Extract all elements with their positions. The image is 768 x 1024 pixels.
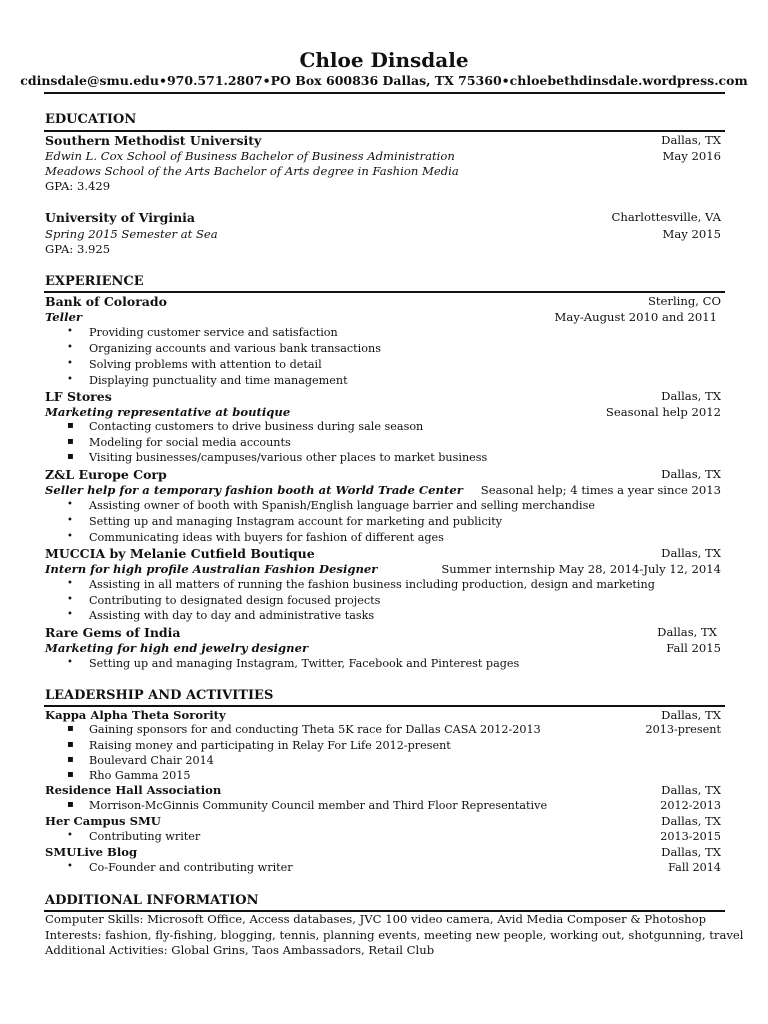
job-org: LF Stores <box>45 389 112 404</box>
job-role-row <box>45 405 721 421</box>
bullet-marker: ▪ <box>67 451 74 462</box>
activity-date: 2013-present <box>645 723 721 736</box>
activity-org-row <box>45 845 721 861</box>
activity-date: 2013-2015 <box>660 830 721 843</box>
job-org: Z&L Europe Corp <box>45 467 167 482</box>
job-role: Teller <box>45 310 82 324</box>
bullet-text: Assisting with day to day and administrative tasks <box>89 609 375 622</box>
job-location: Dallas, TX <box>661 546 721 560</box>
list-item <box>67 451 727 467</box>
bullet-marker: • <box>67 342 73 353</box>
bullet-text: Providing customer service and satisfaction <box>89 326 338 339</box>
job-location: Dallas, TX <box>661 467 721 481</box>
job-role: Marketing representative at boutique <box>45 405 291 419</box>
activity-location: Dallas, TX <box>661 845 721 859</box>
bullet-marker: ▪ <box>67 723 74 734</box>
activity-date: 2012-2013 <box>660 799 721 812</box>
activity-location: Dallas, TX <box>661 708 721 722</box>
job-role-row <box>45 483 721 499</box>
job-org-row <box>45 294 721 310</box>
bullet-text: Morrison-McGinnis Community Council member and Third Floor Representative <box>89 799 548 812</box>
bullet-text: Co-Founder and contributing writer <box>89 861 293 874</box>
job-date: Seasonal help; 4 times a year since 2013 <box>480 483 721 497</box>
bullet-text: Assisting owner of booth with Spanish/English language barrier and selling merchandise <box>89 499 595 512</box>
edu-smu-gpa-row <box>45 179 721 195</box>
section-divider <box>44 130 725 132</box>
list-item <box>67 657 727 673</box>
bullet-marker: • <box>67 830 73 841</box>
list-item <box>67 342 727 358</box>
list-item <box>67 754 727 770</box>
bullet-text: Setting up and managing Instagram, Twitter, Facebook and Pinterest pages <box>89 657 520 670</box>
job-role: Intern for high profile Australian Fashion Designer <box>45 562 378 576</box>
list-item <box>67 326 727 342</box>
list-item <box>67 578 727 594</box>
program-date: May 2015 <box>662 227 721 241</box>
bullet-marker: ▪ <box>67 769 74 780</box>
gpa-text: GPA: 3.429 <box>45 179 111 193</box>
contact-line: cdinsdale@smu.edu•970.571.2807•PO Box 600836 Dallas, TX 75360•chloebethdinsdale.wordpress.com <box>20 73 748 88</box>
bullet-text: Contacting customers to drive business during sale season <box>89 420 424 433</box>
list-item <box>67 609 727 625</box>
activity-org: Her Campus SMU <box>45 814 161 828</box>
job-role-row <box>45 562 721 578</box>
bullet-text: Communicating ideas with buyers for fashion of different ages <box>89 531 444 544</box>
edu-smu-program2-row <box>45 164 721 180</box>
activity-location: Dallas, TX <box>661 814 721 828</box>
job-date: Seasonal help 2012 <box>605 405 721 419</box>
edu-smu-program-row <box>45 149 721 165</box>
additional-activities: Additional Activities: Global Grins, Taos Ambassadors, Retail Club <box>45 943 435 957</box>
program-text: Spring 2015 Semester at Sea <box>45 227 218 241</box>
job-role-row <box>45 310 721 326</box>
bullet-text: Displaying punctuality and time management <box>89 374 348 387</box>
bullet-marker: ▪ <box>67 739 74 750</box>
job-date: Fall 2015 <box>666 641 721 655</box>
bullet-marker: • <box>67 531 73 542</box>
program-text: Edwin L. Cox School of Business Bachelor of Business Administration <box>45 149 455 163</box>
bullet-text: Raising money and participating in Relay For Life 2012-present <box>89 739 451 752</box>
job-role-row <box>45 641 721 657</box>
bullet-text: Modeling for social media accounts <box>89 436 291 449</box>
bullet-marker: ▪ <box>67 754 74 765</box>
job-date: Summer internship May 28, 2014-July 12, 2014 <box>441 562 721 576</box>
edu-uva-gpa-row <box>45 242 721 258</box>
bullet-marker: • <box>67 861 73 872</box>
list-item <box>67 374 727 390</box>
bullet-text: Organizing accounts and various bank transactions <box>89 342 381 355</box>
edu-uva-row <box>45 210 721 226</box>
school-name: Southern Methodist University <box>45 133 262 148</box>
list-item <box>67 420 727 436</box>
bullet-text: Contributing to designated design focused projects <box>89 594 381 607</box>
bullet-text: Boulevard Chair 2014 <box>89 754 214 767</box>
edu-uva-program-row <box>45 227 721 243</box>
job-org: MUCCIA by Melanie Cutfield Boutique <box>45 546 315 561</box>
bullet-text: Solving problems with attention to detail <box>89 358 322 371</box>
program-text: Meadows School of the Arts Bachelor of Arts degree in Fashion Media <box>45 164 459 178</box>
bullet-text: Gaining sponsors for and conducting Theta 5K race for Dallas CASA 2012-2013 <box>89 723 541 736</box>
job-location: Sterling, CO <box>647 294 721 308</box>
school-location: Dallas, TX <box>661 133 721 147</box>
bullet-text: Rho Gamma 2015 <box>89 769 191 782</box>
bullet-marker: • <box>67 326 73 337</box>
interests: Interests: fashion, fly-fishing, blogging, tennis, planning events, meeting new people, working out, shotgunning, travel <box>45 928 744 942</box>
list-item <box>67 436 727 452</box>
job-org-row <box>45 389 721 405</box>
activity-org-row <box>45 783 721 799</box>
bullet-marker: ▪ <box>67 420 74 431</box>
gpa-text: GPA: 3.925 <box>45 242 111 256</box>
bullet-text: Visiting businesses/campuses/various other places to market business <box>89 451 488 464</box>
bullet-marker: • <box>67 594 73 605</box>
job-org-row <box>45 625 721 641</box>
bullet-marker: • <box>67 657 73 668</box>
job-org-row <box>45 546 721 562</box>
activity-org-row <box>45 708 721 724</box>
edu-smu-row <box>45 133 721 149</box>
list-item <box>67 799 727 815</box>
job-org-row <box>45 467 721 483</box>
activity-org: Kappa Alpha Theta Sorority <box>45 708 226 722</box>
activity-org: Residence Hall Association <box>45 783 222 797</box>
list-item <box>67 594 727 610</box>
program-date: May 2016 <box>662 149 721 163</box>
bullet-text: Assisting in all matters of running the fashion business including production, design and marketing <box>89 578 655 591</box>
job-role: Marketing for high end jewelry designer <box>45 641 309 655</box>
list-item <box>67 531 727 547</box>
bullet-marker: ▪ <box>67 799 74 810</box>
job-org: Bank of Colorado <box>45 294 167 309</box>
bullet-text: Contributing writer <box>89 830 201 843</box>
bullet-marker: • <box>67 374 73 385</box>
job-location: Dallas, TX <box>661 389 721 403</box>
activity-location: Dallas, TX <box>661 783 721 797</box>
section-divider <box>44 291 725 293</box>
section-heading-additional: ADDITIONAL INFORMATION <box>45 893 259 908</box>
resume-name: Chloe Dinsdale <box>299 48 469 72</box>
bullet-marker: • <box>67 515 73 526</box>
bullet-marker: • <box>67 578 73 589</box>
header-divider <box>44 92 725 94</box>
bullet-marker: ▪ <box>67 436 74 447</box>
list-item <box>67 499 727 515</box>
school-location: Charlottesville, VA <box>611 210 721 224</box>
list-item <box>67 723 727 739</box>
activity-date: Fall 2014 <box>668 861 721 874</box>
bullet-marker: • <box>67 499 73 510</box>
section-heading-education: EDUCATION <box>45 112 137 127</box>
bullet-marker: • <box>67 609 73 620</box>
job-location: Dallas, TX <box>657 625 717 639</box>
list-item <box>67 515 727 531</box>
activity-org: SMULive Blog <box>45 845 138 859</box>
computer-skills: Computer Skills: Microsoft Office, Access databases, JVC 100 video camera, Avid Media Composer & Photoshop <box>45 912 707 926</box>
list-item <box>67 830 727 846</box>
job-org: Rare Gems of India <box>45 625 181 640</box>
list-item <box>67 861 727 877</box>
section-divider <box>44 705 725 707</box>
school-name: University of Virginia <box>45 210 196 225</box>
list-item <box>67 739 727 755</box>
section-heading-experience: EXPERIENCE <box>45 274 144 289</box>
bullet-text: Setting up and managing Instagram account for marketing and publicity <box>89 515 503 528</box>
job-date: May-August 2010 and 2011 <box>554 310 717 324</box>
section-heading-leadership: LEADERSHIP AND ACTIVITIES <box>45 688 274 703</box>
bullet-marker: • <box>67 358 73 369</box>
job-role: Seller help for a temporary fashion booth at World Trade Center <box>45 483 463 497</box>
list-item <box>67 358 727 374</box>
activity-org-row <box>45 814 721 830</box>
